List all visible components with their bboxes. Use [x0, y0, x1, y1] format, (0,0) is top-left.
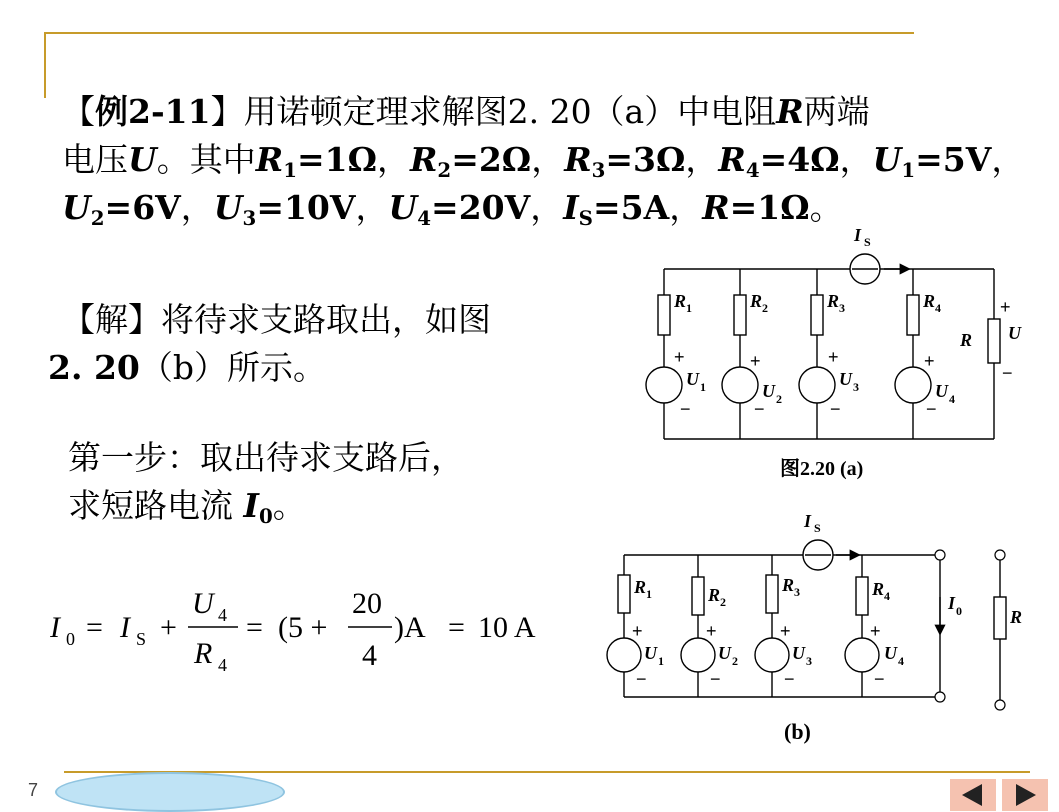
value-separator: ， — [685, 140, 719, 179]
value-symbol: U — [213, 188, 243, 227]
value-subscript: S — [578, 205, 593, 230]
value-separator: ， — [531, 140, 565, 179]
value-subscript: 2 — [90, 205, 105, 230]
solution-text: 将待求支路取出，如图 — [161, 300, 491, 339]
minus-sign: − — [874, 669, 885, 689]
value-separator: ， — [355, 188, 389, 227]
frac2-numerator: 20 — [352, 587, 382, 620]
voltage-source-U2 — [722, 367, 758, 403]
label-sub: 2 — [732, 654, 738, 668]
voltage-source-U1 — [607, 638, 641, 672]
example-number: 例2-11 — [95, 92, 211, 131]
page-number: 7 — [28, 780, 39, 800]
value-symbol: U — [872, 140, 902, 179]
voltage-source-U4 — [895, 367, 931, 403]
slide-nav-oval-button[interactable] — [55, 772, 285, 812]
problem-line-2 — [62, 136, 1024, 184]
label-I0: I — [948, 593, 956, 613]
label-U2: U — [762, 381, 775, 401]
formula-plus: + — [160, 611, 177, 644]
terminal — [935, 550, 945, 560]
value-amount: =1Ω — [729, 188, 810, 227]
circuit-diagram-a — [640, 215, 1030, 490]
value-amount: =1Ω — [296, 140, 377, 179]
label-sub: 3 — [839, 301, 845, 315]
value-symbol: R — [255, 140, 284, 179]
value-symbol: R — [409, 140, 438, 179]
value-amount: =4Ω — [759, 140, 840, 179]
value-symbol: I — [563, 188, 579, 227]
value-symbol: R — [718, 140, 746, 179]
plus-sign: + — [870, 621, 881, 641]
bracket-open: 【 — [62, 92, 95, 131]
minus-sign: − — [680, 399, 691, 419]
formula-result: 10 A — [478, 611, 536, 644]
value-symbol: R — [564, 140, 592, 179]
resistor-R2 — [692, 577, 704, 615]
resistor-R3 — [766, 575, 778, 613]
value-amount: =2Ω — [451, 140, 532, 179]
problem-text-end: 两端 — [803, 92, 870, 131]
value-separator: ， — [669, 188, 703, 227]
terminal — [995, 550, 1005, 560]
resistor-R3 — [811, 295, 823, 335]
value-subscript: 1 — [283, 157, 297, 182]
minus-sign: − — [926, 399, 937, 419]
formula-is-sub: S — [136, 629, 147, 649]
value-subscript: 4 — [745, 157, 760, 182]
resistor-R4 — [907, 295, 919, 335]
minus-sign: − — [1002, 363, 1013, 383]
label-R3: R — [827, 291, 840, 311]
voltage-source-U4 — [845, 638, 879, 672]
label-sub: 1 — [658, 654, 664, 668]
bracket-close: 】 — [210, 92, 244, 131]
value-separator: 。 — [809, 188, 843, 227]
value-separator: ， — [376, 140, 410, 179]
label-IS: I — [854, 225, 862, 245]
formula-equals: = — [448, 611, 465, 644]
label-R-load: R — [960, 330, 973, 350]
step-text: 求短路电流 — [68, 486, 233, 525]
frac2-denominator: 4 — [362, 639, 377, 672]
plus-sign: + — [780, 621, 791, 641]
frac1-numerator: U — [192, 587, 214, 620]
label-R1: R — [634, 577, 647, 597]
label-sub: 1 — [700, 380, 706, 394]
label-R3: R — [782, 575, 795, 595]
label-U4: U — [884, 643, 897, 663]
label-R4: R — [872, 579, 885, 599]
step-line-2 — [68, 482, 464, 530]
value-symbol: R — [702, 188, 730, 227]
minus-sign: − — [710, 669, 721, 689]
label-sub: 3 — [853, 380, 859, 394]
value-subscript: 3 — [591, 157, 606, 182]
formula-equals: = — [86, 611, 103, 644]
label-U-load: U — [1008, 323, 1021, 343]
label-sub: 3 — [806, 654, 812, 668]
figure-caption-b: (b) — [784, 719, 811, 744]
voltage-source-U1 — [646, 367, 682, 403]
solution-line-2 — [48, 344, 491, 392]
minus-sign: − — [784, 669, 795, 689]
left-rule — [44, 32, 46, 98]
symbol-sub: 0 — [258, 503, 273, 528]
formula-paren-open: (5 + — [278, 611, 328, 644]
circuit-diagram-b — [590, 505, 1040, 750]
label-R2: R — [750, 291, 763, 311]
previous-slide-button[interactable] — [950, 779, 996, 811]
symbol-U: U — [128, 140, 157, 179]
plus-sign: + — [706, 621, 717, 641]
value-subscript: 3 — [242, 205, 257, 230]
label-sub: 3 — [794, 585, 800, 599]
label-R2: R — [708, 585, 721, 605]
resistor-R4 — [856, 577, 868, 615]
solution-intro — [48, 296, 491, 392]
value-amount: =10V — [256, 188, 356, 227]
value-symbol: U — [388, 188, 418, 227]
label-IS: I — [804, 511, 812, 531]
arrow-left-icon — [950, 779, 996, 811]
problem-text: 电压 — [62, 140, 128, 179]
frac1-denominator-sub: 4 — [218, 655, 227, 675]
terminal — [935, 692, 945, 702]
label-sub: 2 — [762, 301, 768, 315]
label-R-load: R — [1010, 607, 1023, 627]
symbol-R: R — [776, 92, 804, 131]
value-separator: ， — [839, 140, 873, 179]
label-sub: 2 — [776, 392, 782, 406]
voltage-source-U3 — [755, 638, 789, 672]
label-sub: 1 — [686, 301, 692, 315]
value-separator: ， — [991, 140, 1025, 179]
solution-line-1 — [48, 296, 491, 344]
label-sub: 4 — [884, 589, 890, 603]
resistor-R-load — [994, 597, 1006, 639]
value-amount: =5A — [592, 188, 670, 227]
plus-sign: + — [750, 351, 761, 371]
plus-sign: + — [1000, 297, 1011, 317]
value-separator: ， — [180, 188, 214, 227]
given-values — [255, 140, 1025, 182]
label-sub: 4 — [898, 654, 904, 668]
label-U3: U — [839, 369, 852, 389]
label-U3: U — [792, 643, 805, 663]
terminal — [995, 700, 1005, 710]
value-symbol: U — [62, 188, 91, 227]
label-sub: 0 — [956, 604, 962, 618]
problem-line-1 — [62, 88, 1024, 136]
label-sub: 2 — [720, 595, 726, 609]
label-sub: 4 — [935, 301, 941, 315]
resistor-R1 — [658, 295, 670, 335]
label-sub: 4 — [949, 392, 955, 406]
solution-text: （b）所示。 — [139, 348, 326, 387]
label-U1: U — [644, 643, 657, 663]
plus-sign: + — [632, 621, 643, 641]
voltage-source-U3 — [799, 367, 835, 403]
label-sub: S — [814, 521, 821, 535]
value-subscript: 1 — [901, 157, 916, 182]
problem-text: 。其中 — [156, 140, 256, 179]
problem-text: 用诺顿定理求解图2. 20（a）中电阻 — [243, 92, 777, 131]
label-R4: R — [923, 291, 936, 311]
minus-sign: − — [636, 669, 647, 689]
value-subscript: 4 — [417, 205, 432, 230]
minus-sign: − — [754, 399, 765, 419]
voltage-source-U2 — [681, 638, 715, 672]
resistor-R-load — [988, 319, 1000, 363]
formula-is: I — [120, 611, 130, 644]
value-amount: =5V — [915, 140, 992, 179]
resistor-R2 — [734, 295, 746, 335]
symbol-I0: I — [243, 486, 259, 525]
label-U1: U — [686, 369, 699, 389]
plus-sign: + — [674, 347, 685, 367]
formula-equals: = — [246, 611, 263, 644]
value-amount: =6V — [104, 188, 181, 227]
value-subscript: 2 — [437, 157, 452, 182]
frac1-numerator-sub: 4 — [218, 605, 227, 625]
formula-lhs: I — [50, 611, 60, 644]
value-separator: ， — [530, 188, 564, 227]
minus-sign: − — [830, 399, 841, 419]
figure-ref: 2. 20 — [48, 348, 140, 387]
resistor-R1 — [618, 575, 630, 613]
short-circuit-current-formula — [50, 585, 570, 680]
next-slide-button[interactable] — [1002, 779, 1048, 811]
formula-paren-close: )A — [394, 611, 426, 644]
problem-statement — [62, 88, 1024, 232]
plus-sign: + — [828, 347, 839, 367]
label-sub: S — [864, 235, 871, 249]
formula-lhs-sub: 0 — [66, 629, 75, 649]
label-R1: R — [674, 291, 687, 311]
value-amount: =20V — [431, 188, 531, 227]
step-one — [68, 434, 464, 530]
step-line-1: 第一步：取出待求支路后， — [68, 438, 464, 477]
step-text-end: 。 — [272, 486, 306, 525]
value-amount: =3Ω — [605, 140, 686, 179]
figure-caption-a: 图2.20 (a) — [780, 458, 864, 480]
label-sub: 1 — [646, 587, 652, 601]
label-U4: U — [935, 381, 948, 401]
top-rule — [44, 32, 914, 34]
label-U2: U — [718, 643, 731, 663]
plus-sign: + — [924, 351, 935, 371]
solution-label: 【解】 — [62, 300, 161, 339]
arrow-right-icon — [1002, 779, 1048, 811]
frac1-denominator: R — [194, 637, 213, 670]
